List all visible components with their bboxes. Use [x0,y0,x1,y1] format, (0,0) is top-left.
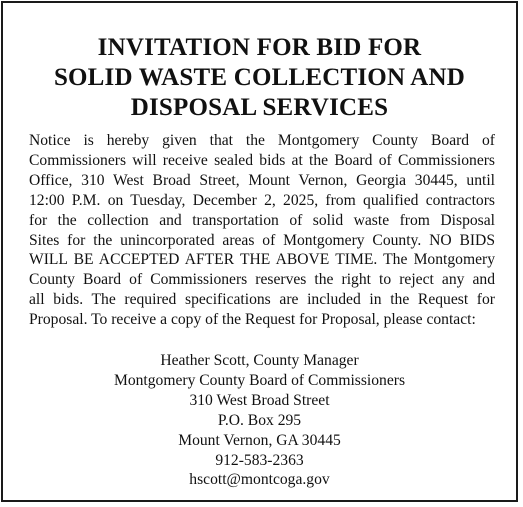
body-line: WILL BE ACCEPTED AFTER THE ABOVE TIME. The Montgomery [29,251,495,269]
body-line: County Board of Commissioners reserves the right to reject any and [29,271,495,289]
body-line: Sites for the unincorporated areas of Montgomery County. NO BIDS [29,231,495,249]
contact-organization: Montgomery County Board of Commissioners [113,371,406,389]
title-line: INVITATION FOR BID FOR [97,34,422,61]
body-line: for the collection and transportation of solid waste from Disposal [29,211,495,229]
contact-street: 310 West Broad Street [189,391,330,409]
contact-city: Mount Vernon, GA 30445 [178,431,341,449]
body-line: Proposal. To receive a copy of the Request for Proposal, please contact: [29,311,476,329]
notice-body [29,131,495,330]
body-line: all bids. The required specifications are included in the Request for [29,291,495,309]
body-line: Notice is hereby given that the Montgomery County Board of [29,132,495,149]
contact-po-box: P.O. Box 295 [217,411,302,429]
contact-email: hscott@montcoga.gov [189,471,330,489]
title-line: SOLID WASTE COLLECTION AND [53,64,466,91]
contact-block [3,351,516,490]
body-line: Office, 310 West Broad Street, Mount Vernon, Georgia 30445, until [29,171,495,189]
body-line: 12:00 P.M. on Tuesday, December 2, 2025, from qualified contractors [29,191,495,209]
title-line: DISPOSAL SERVICES [130,94,389,121]
contact-phone: 912-583-2363 [215,451,304,469]
body-line: Commissioners will receive sealed bids at the Board of Commissioners [29,151,495,169]
notice-title [3,33,516,123]
contact-name: Heather Scott, County Manager [160,352,359,369]
bid-notice [1,1,518,502]
